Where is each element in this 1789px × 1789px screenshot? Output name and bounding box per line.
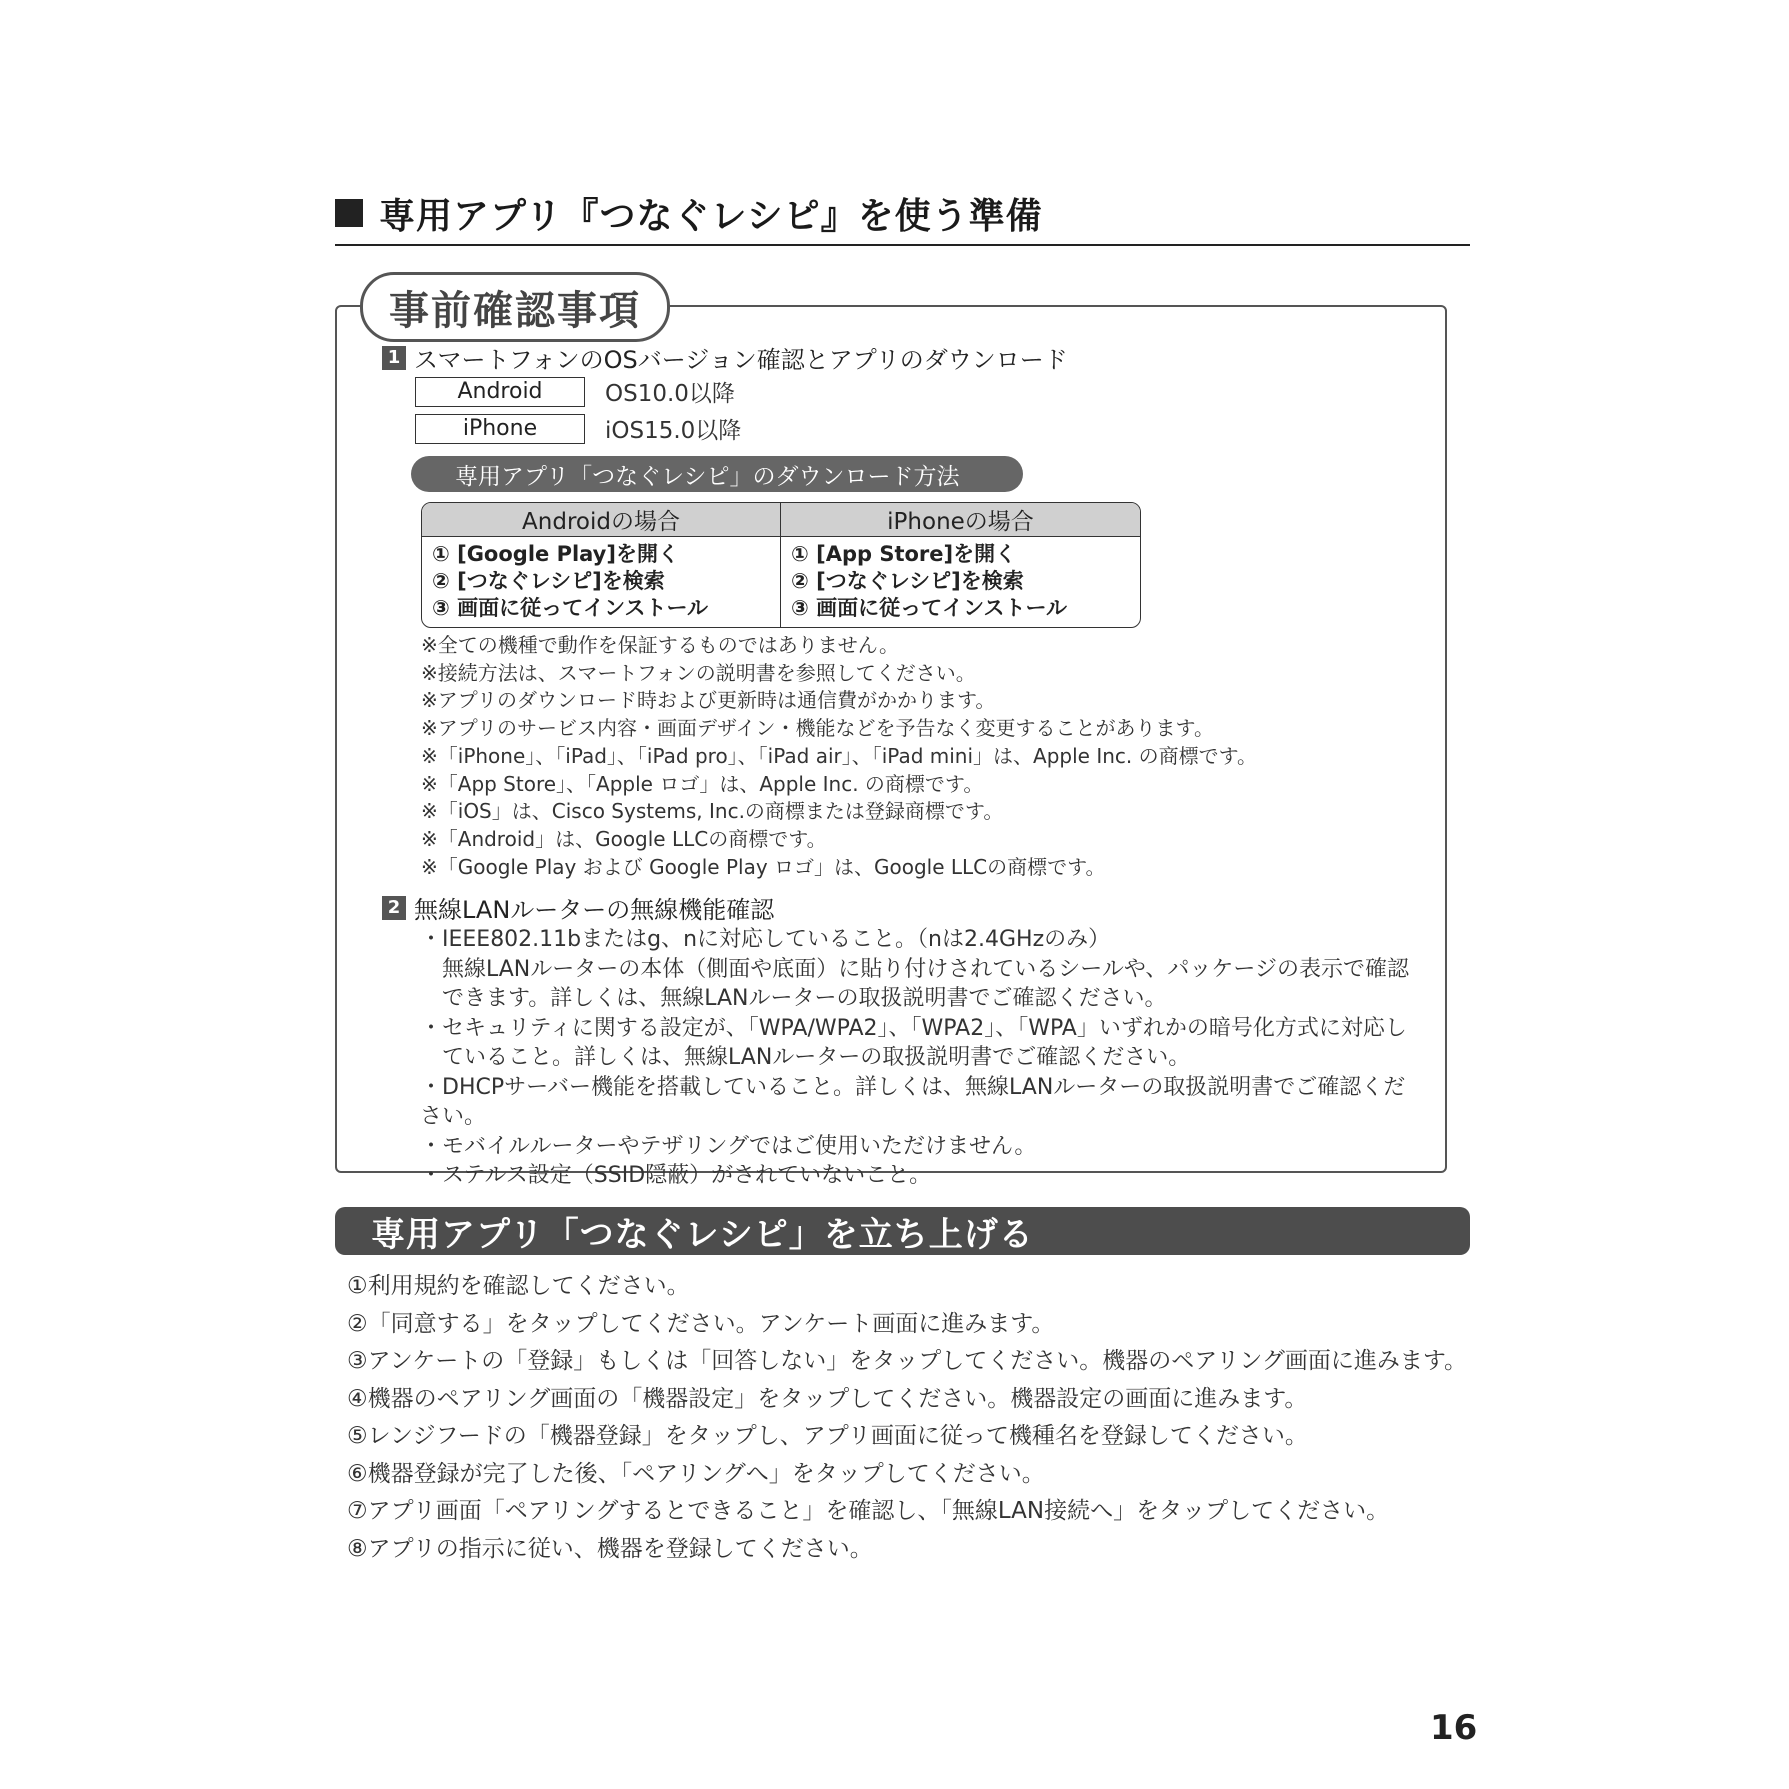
note-item: ※アプリのダウンロード時および更新時は通信費がかかります。 bbox=[421, 688, 996, 713]
launch-step: ⑥機器登録が完了した後、「ペアリングへ」をタップしてください。 bbox=[347, 1460, 1045, 1487]
section-1-text: スマートフォンのOSバージョン確認とアプリのダウンロード bbox=[414, 346, 1068, 374]
note-item: ※「Android」は、Google LLCの商標です。 bbox=[421, 826, 827, 851]
launch-step: ①利用規約を確認してください。 bbox=[347, 1273, 690, 1299]
note-item: ※接続方法は、スマートフォンの説明書を参照してください。 bbox=[421, 660, 976, 685]
android-step: ③ 画面に従ってインストール bbox=[432, 596, 709, 620]
download-table bbox=[421, 502, 1141, 628]
android-steps-cell bbox=[422, 537, 781, 627]
table-header-android: Androidの場合 bbox=[422, 503, 781, 537]
requirement-item: ・IEEE802.11bまたはg、nに対応していること。（nは2.4GHzのみ） bbox=[420, 927, 1111, 952]
section-2-number: 2 bbox=[382, 896, 406, 920]
os-label: Android bbox=[415, 377, 585, 407]
launch-step: ②「同意する」をタップしてください。アンケート画面に進みます。 bbox=[347, 1310, 1055, 1337]
os-value: OS10.0以降 bbox=[605, 381, 735, 407]
requirement-item: ・ステルス設定（SSID隠蔽）がされていないこと。 bbox=[420, 1163, 932, 1188]
os-value: iOS15.0以降 bbox=[605, 418, 742, 444]
android-step: ① [Google Play]を開く bbox=[432, 542, 679, 566]
router-requirements bbox=[420, 925, 1420, 1191]
os-row-iphone bbox=[415, 412, 741, 445]
launch-step: ④機器のペアリング画面の「機器設定」をタップしてください。機器設定の画面に進みます。 bbox=[347, 1385, 1308, 1412]
table-header-iphone: iPhoneの場合 bbox=[781, 503, 1140, 537]
iphone-step: ③ 画面に従ってインストール bbox=[791, 596, 1068, 620]
launch-step: ⑦アプリ画面「ペアリングするとできること」を確認し、「無線LAN接続へ」をタップしてください。 bbox=[347, 1498, 1390, 1524]
section-heading bbox=[335, 182, 1470, 246]
requirement-item: ・セキュリティに関する設定が、「WPA/WPA2」、「WPA2」、「WPA」いずれかの暗号化方式に対応していること。詳しくは、無線LANルーターの取扱説明書でご確認ください。 bbox=[420, 1015, 1407, 1070]
precheck-tag: 事前確認事項 bbox=[360, 272, 670, 342]
iphone-steps-cell bbox=[781, 537, 1140, 627]
launch-step: ③アンケートの「登録」もしくは「回答しない」をタップしてください。機器のペアリング画面に進みます。 bbox=[347, 1348, 1468, 1374]
note-item: ※アプリのサービス内容・画面デザイン・機能などを予告なく変更することがあります。 bbox=[421, 716, 1214, 741]
launch-step: ⑧アプリの指示に従い、機器を登録してください。 bbox=[347, 1535, 873, 1562]
launch-section-bar: 専用アプリ「つなぐレシピ」を立ち上げる bbox=[335, 1207, 1470, 1255]
section-2-text: 無線LANルーターの無線機能確認 bbox=[414, 896, 775, 924]
download-method-pill: 専用アプリ「つなぐレシピ」のダウンロード方法 bbox=[411, 456, 1023, 492]
requirement-item: ・モバイルルーターやテザリングではご使用いただけません。 bbox=[420, 1133, 1037, 1159]
os-row-android bbox=[415, 375, 735, 408]
section-1-title bbox=[382, 340, 1068, 375]
notes-list bbox=[421, 632, 1257, 881]
iphone-step: ② [つなぐレシピ]を検索 bbox=[791, 569, 1024, 593]
launch-steps bbox=[347, 1268, 1467, 1568]
square-bullet-icon bbox=[335, 199, 363, 227]
launch-step: ⑤レンジフードの「機器登録」をタップし、アプリ画面に従って機種名を登録してください。 bbox=[347, 1423, 1308, 1449]
note-item: ※「App Store」、「Apple ロゴ」は、Apple Inc. の商標です。 bbox=[421, 771, 984, 796]
android-step: ② [つなぐレシピ]を検索 bbox=[432, 569, 665, 593]
section-2-title bbox=[382, 890, 774, 925]
section-1-number: 1 bbox=[382, 346, 406, 370]
note-item: ※全ての機種で動作を保証するものではありません。 bbox=[421, 633, 899, 657]
iphone-step: ① [App Store]を開く bbox=[791, 542, 1017, 566]
note-item: ※「iOS」は、Cisco Systems, Inc.の商標または登録商標です。 bbox=[421, 799, 1004, 824]
note-item: ※「Google Play および Google Play ロゴ」は、Google LLCの商標です。 bbox=[421, 854, 1106, 879]
heading-title: 専用アプリ『つなぐレシピ』を使う準備 bbox=[379, 195, 1043, 237]
note-item: ※「iPhone」、「iPad」、「iPad pro」、「iPad air」、「iPad mini」は、Apple Inc. の商標です。 bbox=[421, 743, 1258, 768]
os-label: iPhone bbox=[415, 414, 585, 444]
requirement-item: ・DHCPサーバー機能を搭載していること。詳しくは、無線LANルーターの取扱説明書でご確認ください。 bbox=[420, 1074, 1406, 1129]
page-number: 16 bbox=[1430, 1708, 1478, 1748]
requirement-detail: 無線LANルーターの本体（側面や底面）に貼り付けされているシールや、パッケージの表示で確認できます。詳しくは、無線LANルーターの取扱説明書でご確認ください。 bbox=[442, 956, 1409, 1011]
